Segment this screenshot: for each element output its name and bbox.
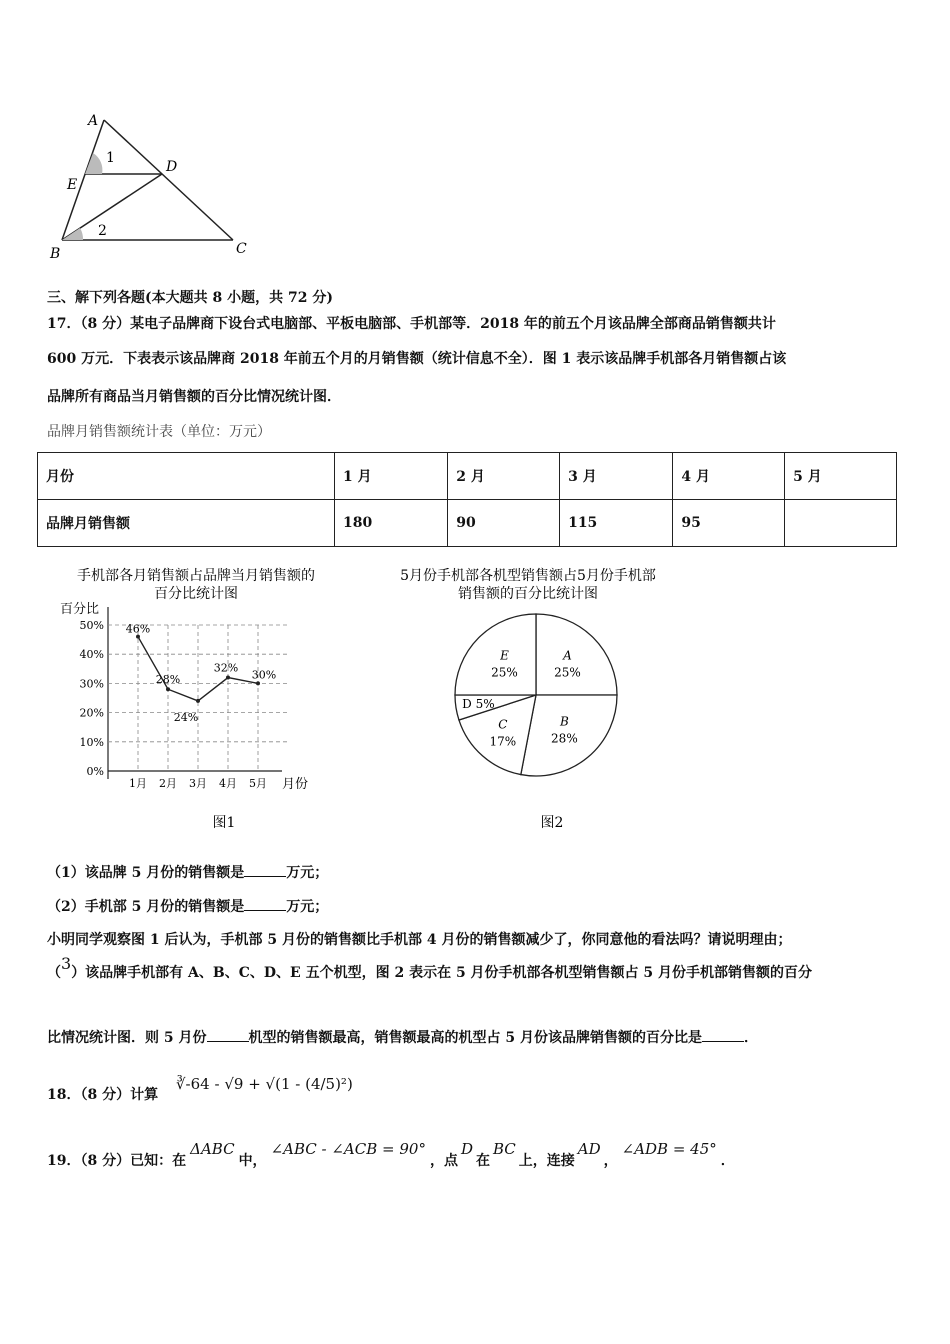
- table-cell: 4 月: [673, 453, 785, 500]
- triangle-figure: [40, 105, 260, 265]
- q19-condition: ∠ABC - ∠ACB = 90°: [270, 1140, 426, 1158]
- answer-blank[interactable]: [244, 898, 286, 911]
- data-label: 32%: [213, 661, 239, 675]
- x-tick-label: 2月: [159, 777, 177, 790]
- q19-mid2: ，点: [429, 1153, 458, 1169]
- data-label: 24%: [173, 710, 199, 724]
- table-cell: 月份: [38, 453, 335, 500]
- x-tick-label: 1月: [129, 777, 147, 790]
- label-C: C: [236, 241, 247, 257]
- q19-condition2: ∠ADB = 45°: [621, 1140, 717, 1158]
- sub3-line2a: 比情况统计图．则 5 月份: [47, 1030, 207, 1046]
- label-D: D: [166, 159, 178, 175]
- pie-slice-a: [536, 614, 617, 695]
- pie-pct-e: 25%: [491, 665, 518, 680]
- data-label: 46%: [125, 622, 151, 636]
- table-cell: 90: [448, 500, 560, 547]
- q17-sub1: [47, 862, 328, 882]
- q19-mid5: ，: [603, 1153, 618, 1169]
- q19-prefix: 19．（8 分）已知：在: [47, 1153, 187, 1169]
- label-B: B: [50, 246, 61, 262]
- q17-line1: 17．（8 分）某电子品牌商下设台式电脑部、平板电脑部、手机部等．2018 年的前五个月该品牌全部商品销售额共计: [47, 316, 776, 332]
- data-label: 28%: [155, 673, 181, 687]
- pie-pct-b: 28%: [551, 731, 578, 746]
- chart2-title-line1: 5月份手机部各机型销售额占5月份手机部: [400, 568, 656, 584]
- pie-label-e: E: [500, 648, 509, 663]
- q17-sub3: [47, 954, 813, 982]
- q18-expression: [176, 1075, 353, 1093]
- y-tick-label: 50%: [79, 619, 104, 632]
- sales-table: [37, 452, 897, 547]
- q17-sub2: [47, 896, 328, 916]
- sub2-unit: 万元；: [286, 899, 329, 915]
- chart1-title-line1: 手机部各月销售额占品牌当月销售额的: [77, 568, 315, 584]
- y-tick-label: 20%: [79, 706, 104, 720]
- label-A: A: [88, 113, 99, 129]
- table-cell: 品牌月销售额: [38, 500, 335, 547]
- y-tick-label: 10%: [79, 735, 104, 749]
- pie-label-b: B: [559, 714, 569, 729]
- sub2-text: （2）手机部 5 月份的销售额是: [47, 899, 245, 915]
- q19: [47, 1140, 735, 1170]
- q17-sub3-line2: [47, 1027, 758, 1047]
- table-row: [38, 500, 897, 547]
- q19-segment: BC: [492, 1140, 516, 1158]
- answer-blank[interactable]: [244, 864, 286, 877]
- sub3-open: （: [47, 965, 61, 981]
- table-cell: [785, 500, 897, 547]
- sub3-number: 3: [61, 954, 72, 973]
- table-header-row: [38, 453, 897, 500]
- q17-line3: 品牌所有商品当月销售额的百分比情况统计图．: [47, 389, 341, 405]
- line-chart: [50, 565, 350, 835]
- x-tick-label: 3月: [189, 777, 207, 790]
- y-tick-label: 40%: [79, 648, 104, 662]
- q18-middle: - √9 +: [209, 1075, 266, 1093]
- table-cell: 1 月: [335, 453, 448, 500]
- sub1-unit: 万元；: [286, 865, 329, 881]
- pie-pct-a: 25%: [554, 665, 581, 680]
- table-cell: 2 月: [448, 453, 560, 500]
- x-tick-label: 5月: [249, 777, 267, 790]
- data-label: 30%: [251, 668, 277, 682]
- table-cell: 95: [673, 500, 785, 547]
- angle-2-label: 2: [98, 223, 107, 239]
- chart2-title-line2: 销售额的百分比统计图: [458, 586, 598, 602]
- sub3-text: ）该品牌手机部有 A、B、C、D、E 五个机型，图 2 表示在 5 月份手机部各机型销售额占 5 月份手机部销售额的百分: [71, 965, 813, 981]
- q19-mid1: 中，: [238, 1153, 267, 1169]
- data-point: [166, 687, 170, 691]
- answer-blank[interactable]: [207, 1029, 249, 1042]
- x-tick-label: 4月: [219, 777, 237, 790]
- data-point: [226, 676, 230, 680]
- q18-prefix: 18．（8 分）计算: [47, 1087, 159, 1103]
- q18-sqrt: √(1 - (4/5)²): [265, 1075, 353, 1093]
- chart1-xlabel: 月份: [282, 777, 309, 792]
- q19-mid3: 在: [475, 1153, 490, 1169]
- table-cell: 5 月: [785, 453, 897, 500]
- sub3-line2b: 机型的销售额最高，销售额最高的机型占 5 月份该品牌销售额的百分比是: [248, 1030, 702, 1046]
- q19-triangle: ΔABC: [190, 1140, 235, 1158]
- y-tick-label: 0%: [86, 765, 104, 778]
- y-tick-label: 30%: [79, 677, 104, 691]
- q19-end: ．: [720, 1153, 735, 1169]
- q17-line2: 600 万元．下表表示该品牌商 2018 年前五个月的月销售额（统计信息不全）．图 1 表示该品牌手机部各月销售额占该: [47, 351, 787, 367]
- q17-observe: 小明同学观察图 1 后认为，手机部 5 月份的销售额比手机部 4 月份的销售额减少了，你同意他的看法吗？请说明理由；: [47, 932, 792, 948]
- table-cell: 115: [560, 500, 673, 547]
- q19-ad: AD: [577, 1140, 601, 1158]
- sub3-end: ．: [744, 1030, 758, 1046]
- data-point: [256, 681, 260, 685]
- table-cell: 180: [335, 500, 448, 547]
- chart1-caption: 图1: [212, 815, 236, 831]
- chart2-caption: 图2: [540, 815, 564, 831]
- chart1-ylabel: 百分比: [60, 602, 100, 617]
- pie-label-d: D 5%: [462, 697, 495, 712]
- pie-label-c: C: [498, 717, 508, 732]
- section-heading: 三、解下列各题(本大题共 8 小题，共 72 分): [47, 290, 333, 306]
- pie-label-a: A: [563, 648, 572, 663]
- table-caption: 品牌月销售额统计表（单位：万元）: [47, 424, 271, 440]
- q18-cbrt: ∛-64: [176, 1075, 210, 1093]
- sub1-text: （1）该品牌 5 月份的销售额是: [47, 865, 245, 881]
- pie-slice-e: [455, 614, 536, 695]
- answer-blank[interactable]: [702, 1029, 744, 1042]
- q19-point: D: [460, 1140, 473, 1158]
- data-point: [196, 699, 200, 703]
- table-cell: 3 月: [560, 453, 673, 500]
- label-E: E: [67, 177, 78, 193]
- chart1-title-line2: 百分比统计图: [154, 586, 238, 602]
- angle-1-label: 1: [106, 150, 115, 166]
- pie-chart: [370, 565, 710, 835]
- pie-pct-c: 17%: [489, 734, 517, 749]
- q19-mid4: 上，连接: [518, 1153, 575, 1169]
